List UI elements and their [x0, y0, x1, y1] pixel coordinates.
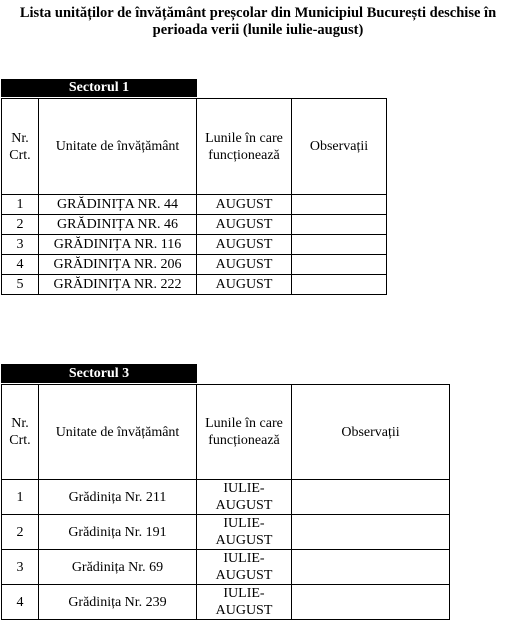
document-title: [0, 5, 516, 39]
cell-nr: 3: [2, 550, 39, 585]
cell-months: IULIE-AUGUST: [197, 550, 292, 585]
header-observations: Observații: [292, 385, 450, 480]
header-nr: Nr. Crt.: [2, 99, 39, 195]
cell-observations: [292, 235, 387, 255]
table-header-row: [2, 385, 450, 480]
cell-observations: [292, 585, 450, 620]
header-unit: Unitate de învățământ: [39, 99, 197, 195]
table-sector-3: [1, 384, 450, 620]
cell-nr: 3: [2, 235, 39, 255]
cell-observations: [292, 550, 450, 585]
cell-observations: [292, 480, 450, 515]
cell-nr: 4: [2, 255, 39, 275]
cell-months: IULIE-AUGUST: [197, 515, 292, 550]
table-row: [2, 515, 450, 550]
header-unit: Unitate de învățământ: [39, 385, 197, 480]
header-nr: Nr. Crt.: [2, 385, 39, 480]
cell-unit: Grădinița Nr. 191: [39, 515, 197, 550]
table-sector-1: [1, 98, 387, 295]
table-row: [2, 195, 387, 215]
table-row: [2, 255, 387, 275]
cell-observations: [292, 195, 387, 215]
cell-observations: [292, 275, 387, 295]
cell-months: AUGUST: [197, 275, 292, 295]
cell-nr: 2: [2, 515, 39, 550]
header-observations: Observații: [292, 99, 387, 195]
cell-months: AUGUST: [197, 195, 292, 215]
table-row: [2, 215, 387, 235]
title-line-1: Lista unităților de învățământ preșcolar din Municipiul București deschise în: [19, 5, 497, 21]
header-months: Lunile în care funcționează: [197, 385, 292, 480]
cell-nr: 2: [2, 215, 39, 235]
cell-nr: 1: [2, 480, 39, 515]
cell-months: IULIE-AUGUST: [197, 480, 292, 515]
title-line-2: perioada verii (lunile iulie-august): [152, 22, 364, 38]
table-row: [2, 550, 450, 585]
table-row: [2, 235, 387, 255]
cell-unit: Grădinița Nr. 69: [39, 550, 197, 585]
cell-unit: GRĂDINIȚA NR. 46: [39, 215, 197, 235]
cell-nr: 5: [2, 275, 39, 295]
cell-months: AUGUST: [197, 215, 292, 235]
cell-observations: [292, 215, 387, 235]
table-row: [2, 480, 450, 515]
cell-months: AUGUST: [197, 235, 292, 255]
cell-nr: 4: [2, 585, 39, 620]
cell-unit: Grădinița Nr. 211: [39, 480, 197, 515]
cell-unit: GRĂDINIȚA NR. 44: [39, 195, 197, 215]
cell-nr: 1: [2, 195, 39, 215]
sector-label-1: Sectorul 1: [1, 79, 197, 97]
table-row: [2, 585, 450, 620]
cell-unit: GRĂDINIȚA NR. 116: [39, 235, 197, 255]
table-row: [2, 275, 387, 295]
cell-months: AUGUST: [197, 255, 292, 275]
cell-observations: [292, 515, 450, 550]
sector-label-3: Sectorul 3: [1, 364, 197, 383]
header-months: Lunile în care funcționează: [197, 99, 292, 195]
cell-months: IULIE-AUGUST: [197, 585, 292, 620]
cell-unit: Grădinița Nr. 239: [39, 585, 197, 620]
cell-unit: GRĂDINIȚA NR. 206: [39, 255, 197, 275]
cell-unit: GRĂDINIȚA NR. 222: [39, 275, 197, 295]
table-header-row: [2, 99, 387, 195]
cell-observations: [292, 255, 387, 275]
